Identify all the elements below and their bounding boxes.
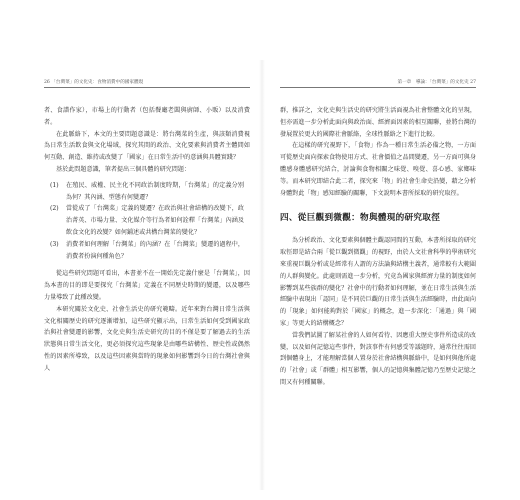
- question-number: (2): [50, 205, 59, 213]
- research-questions-list: [44, 180, 250, 263]
- question-text: 當從成了「台灣菜」定義的變遷？在政治與社會結構的改變下，政治菁英、市場力量、文化媒介等行為者如何詮釋「台灣菜」內涵及飲食文化的改變？如何鋪述或共構台灣菜的變化？: [66, 205, 244, 236]
- research-question-item: [44, 239, 250, 263]
- left-paragraph-1: 者、食譜作家），市場上的行動者（包括餐廳老闆與廚師、小販）以及消費者。: [44, 107, 250, 126]
- left-page-header: 26 「台灣菜」的文化史：食物消費中的國家體現: [44, 80, 144, 85]
- left-paragraph-4: 從這些研究問題可看出，本書並不在一開始先定義什麼是「台灣菜」，因為本書的目的即是要探究「台灣菜」定義在不同歷史時期的變遷，以及哪些力量導致了此種改變。: [44, 270, 250, 301]
- left-header-rule: [44, 87, 250, 88]
- left-page-body: [44, 105, 250, 375]
- right-page-body: [280, 105, 476, 389]
- right-header-rule: [280, 87, 476, 88]
- right-page: [262, 0, 520, 500]
- left-paragraph-5: 本研究關於文化史、社會生活史的研究範疇。近年來對台灣日常生活與文化相關歷史的研究逐漸增加，這些研究顯示出，日常生活如何受到國家政治與社會變遷的影響，文化史與生活史研究的目的不僅是要了解過去的生活狀態與日常生活文化，更必須探究這些現象是由哪些結構性、歷史性或偶然性的因素所導致，以及這些因素與當時的現象如何影響到今日的台灣社會與人: [44, 305, 250, 372]
- left-paragraph-3: 基於此問題意識，筆者提出三個具體的研究問題：: [56, 165, 191, 173]
- right-paragraph-2: 在這樣的研究視野下，「食物」作為一種日常生活必備之物，一方面可從歷史面向探索食物使用方式、社會價值之品間變遷，另一方面可與身體感身體感研究結合，討論與食物相關之味覺、嗅覺、喜心感、家鄉味等。而本研究即結合此二者，探究來「物」的社會生命史沿變，藉之分析身體對此「物」感知經驗的關聯，下文說明本書所採取的研究取徑。: [280, 142, 476, 197]
- research-question-item: [44, 180, 250, 204]
- question-text: 消費者如何理解「台灣菜」的內涵？在「台灣菜」變遷的過程中，消費者扮演何種角色？: [66, 240, 244, 260]
- right-paragraph-3: 為分析政治、文化要素與個體主觀認同間的互動，本書所採取的研究取徑即是結合兩「從巨觀到微觀」的視野，由於人文社會科學的學術研究來重視巨觀分析或是經常有人謂的方法論與結構主義者，通常較有大範圍的人群與變化。此處則需進一步分析，究竟為國家與經濟力量的制度如何影響到某些族群的變化？社會中的行動者如何理解，並在日常生活與生活經驗中表現出「認同」是不同於巨觀的日常生活與生活經驗時，由此面向的「現象」如何能夠對於「國家」的概念，進一步深化：「通過」與「國家」等更大的結構概念？: [280, 237, 476, 327]
- question-number: (3): [50, 240, 59, 248]
- section-heading: 四、從巨觀到微觀：物與體現的研究取徑: [280, 213, 441, 224]
- question-number: (1): [50, 181, 59, 189]
- right-paragraph-4: 當我們試圖了解某社會的人如何看待、因應重大歷史事件所造成的改變，以及如何記憶這些事件，對該事件有何感受等議題時，通常往往需回到個體身上，才能理解當個人置身於社會結構與脈絡中，是如何與他所處的「社會」或「群體」相互影響，個人的記憶與集體記憶乃至歷史記憶之間又有何種關聯。: [280, 331, 476, 386]
- right-page-header: 第一章 導論：「台灣菜」的文化史 27: [397, 80, 476, 85]
- left-paragraph-2: 在此脈絡下，本文的主要問題意識是：將台灣菜的生產，與該類消費視為日常生活飲食與文化場域，探究其間的政治、文化要素與消費者主體間如何互動、創造、維持或改變了「國家」在日常生活中的意涵與具體實踐？: [44, 130, 250, 162]
- right-paragraph-1: 群，推詳之，文化史與生活史的研究將生活面視為社會整體文化的呈現，但亦需進一步分析此面向與政治面、經濟面因素的相互關聯，並將台灣的發展置於更大的國際社會脈絡，全球性脈絡之下進行比較。: [280, 107, 476, 138]
- research-question-item: [44, 203, 250, 238]
- question-text: 在殖民、威權、民主化不同政治制度時期，「台灣菜」的定義分別為何？其內涵、型態有何變遷？: [66, 181, 244, 201]
